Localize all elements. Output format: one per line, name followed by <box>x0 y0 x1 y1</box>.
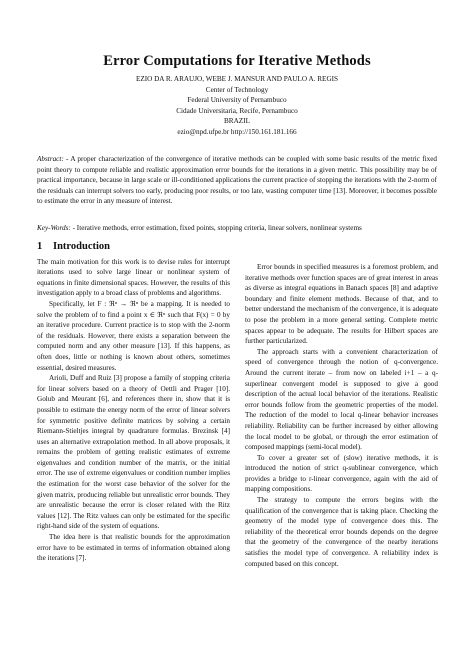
paragraph: Error bounds in specified measures is a foremost problem, and iterative methods over function spaces are of great interest in areas as diverse as integral equations in Banach spaces [8] and adaptive boundary and finite element methods. Because of that, and to better understand the mechanism of the convergence, it is adequate to pose the problem in a more general setting. Complete metric spaces appear to be adequate. The results for Hilbert spaces are further particularized. <box>245 263 438 346</box>
right-column <box>245 262 438 569</box>
keywords <box>37 223 437 234</box>
paragraph: The main motivation for this work is to devise rules for interrupt iterations used to solve large linear or nonlinear system of equations in finite dimensional spaces. However, the results of this investigation apply to a broad class of problems and algorithms. <box>37 257 230 298</box>
affiliation-line: BRAZIL <box>224 117 250 126</box>
paragraph: The strategy to compute the errors begins with the qualification of the convergence that is taking place. Checking the geometry of the model type of convergence does this. The reliability of the theoretical error bounds depends on the degree that the geometry of the convergence of the nearby iterations satisfies the model type of convergence. A reliability index is computed based on this concept. <box>245 496 438 568</box>
abstract-text: - A proper characterization of the convergence of iterative methods can be coupled with some basic results of the metric fixed point theory to compute reliable and realistic approximation error bounds for the iterations in a given metric. This possibility may be of practical importance, because in large scale or ill-conditioned applications the current practice of stopping the iterations with the 2-norm of the residuals can interrupt solvers too early, producing poor results, or too late, wasting computer time [13]. Moreover, it becomes possible to estimate the error in any measure of interest. <box>37 155 437 206</box>
affiliation-line: Federal University of Pernambuco <box>187 96 287 105</box>
section-title: Introduction <box>53 241 110 252</box>
left-column <box>37 242 230 564</box>
abstract <box>37 154 437 207</box>
paragraph: To cover a greater set of (slow) iterative methods, it is introduced the notion of strict q-sublinear convergence, which provides a bridge to r-linear convergence, again with the aid of mapping compositions. <box>245 453 438 494</box>
affiliation-line: Cidade Universitaria, Recife, Pernambuco <box>176 106 298 115</box>
paragraph: Specifically, let F : ℜⁿ → ℜⁿ be a mapping. It is needed to solve the problem of to find a point x ∈ ℜⁿ such that F(x) = 0 by an iterative procedure. Current practice is to stop with the 2-norm of the residuals. However, there exists a separation between the computed norm and any other measure [13]. If this happens, as often does, little or nothing is known about others, sometimes essential, desired measures. <box>37 299 230 372</box>
section-number: 1 <box>37 241 43 252</box>
affiliation-line: Center of Technology <box>205 85 269 94</box>
author-block <box>0 74 474 138</box>
paragraph: The idea here is that realistic bounds for the approximation error have to be estimated in terms of information obtained along the iterations [7]. <box>37 533 230 563</box>
section-heading <box>37 242 230 253</box>
keywords-label: Key-Words: <box>37 224 71 232</box>
paragraph: Arioli, Duff and Ruiz [3] propose a family of stopping criteria for linear solvers based on a theory of Oettli and Prager [10]. Golub and Meurant [6], and references there in, show that it is possible to estimate the energy norm of the error of linear solvers for symmetric positive definite matrices by solving a certain Riemann-Stieltjes integral by quadrature formulas. Brezinsk [4] uses an alternative extrapolation method. In all above proposals, it remains the problem of getting realistic estimates of extreme eigenvalues and condition number of the matrix, or the initial error. The use of extreme eigenvalues or condition number implies the estimation for the worst case behavior of the solver for the given matrix, producing reliable but unrealistic error bounds. They are unrealistic because the error is closer related with the Ritz values [12]. The Ritz values can only be estimated for the specific right-hand side of the system of equations. <box>37 374 230 531</box>
abstract-label: Abstract: <box>37 155 64 163</box>
paragraph: The approach starts with a convenient characterization of speed of convergence through the notion of q-convergence. Around the current iterate – from now on labeled i+1 – a q-superlinear convergent model is supposed to give a good description of the actual local behavior of the iterations. Realistic error bounds follow from the geometric properties of the model. The reduction of the model to local q-linear behavior increases reliability. Reliability can be further increased by either allowing the local model to be global, or through the error estimation of composed mappings (semi-local model). <box>245 347 438 452</box>
keywords-text: - Iterative methods, error estimation, fixed points, stopping criteria, linear solvers, nonlinear systems <box>70 224 362 232</box>
paper-title: Error Computations for Iterative Methods <box>103 53 371 69</box>
author-names: EZIO DA R. ARAUJO, WEBE J. MANSUR AND PAULO A. REGIS <box>135 75 339 83</box>
contact-line: ezio@npd.ufpe.br http://150.161.181.166 <box>177 127 297 136</box>
